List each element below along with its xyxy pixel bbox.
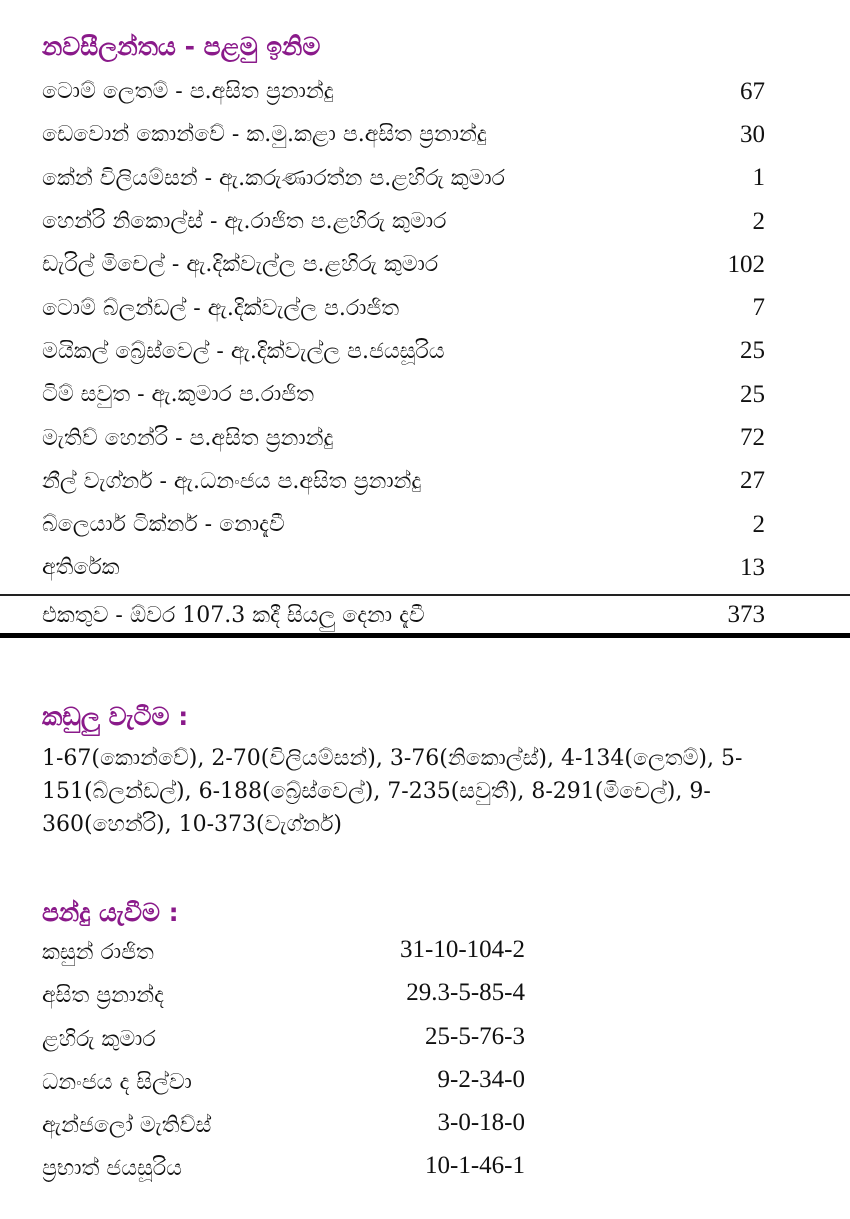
batsman-dismissal: මයිකල් බ්‍රේස්වෙල් - ඇ.දික්වැල්ල ප.ජයසූරිය — [42, 338, 445, 364]
extras-runs: 13 — [740, 553, 765, 581]
bowler-figures: 29.3-5-85-4 — [406, 979, 525, 1007]
batsman-dismissal: ඩැරිල් මිචෙල් - ඇ.දික්වැල්ල ප.ළහිරු කුමාර — [42, 252, 439, 278]
batsman-runs: 27 — [740, 467, 765, 495]
bowler-name: ධනංජය ද සිල්වා — [42, 1069, 192, 1095]
bowling-row — [42, 932, 542, 975]
batting-row — [42, 157, 765, 200]
extras-row — [42, 546, 765, 589]
bowler-name: ඇන්ජලෝ මැතිව්ස් — [42, 1113, 212, 1139]
bowling-row — [42, 975, 542, 1018]
batsman-runs: 102 — [727, 250, 765, 278]
batsman-dismissal: ටිම් සවුත - ඇ.කුමාර ප.රාජිත — [42, 382, 315, 408]
extras-label: අතිරේක — [42, 555, 120, 581]
batsman-runs: 25 — [740, 337, 765, 365]
bowler-figures: 9-2-34-0 — [437, 1065, 525, 1093]
bowling-row — [42, 1105, 542, 1148]
batsman-dismissal: ඩෙවොන් කොන්වේ - ක.මු.කළා ප.අසිත ප්‍රනාන්දු — [42, 122, 487, 148]
batsman-dismissal: බ්ලෙයාර් ටික්නර් - නොදැවී — [42, 512, 285, 538]
total-row — [42, 598, 765, 632]
total-label: එකතුව - ඕවර 107.3 කදී සියලු දෙනා දැවී — [42, 602, 425, 628]
batting-row — [42, 460, 765, 503]
bowler-figures: 3-0-18-0 — [437, 1109, 525, 1137]
bowling-table — [42, 932, 542, 1192]
batsman-runs: 2 — [752, 510, 765, 538]
batting-row — [42, 70, 765, 113]
batting-row — [42, 286, 765, 329]
batsman-runs: 7 — [752, 294, 765, 322]
fall-of-wickets-title: කඩුලු වැටීම : — [42, 702, 189, 731]
bowling-row — [42, 1019, 542, 1062]
batting-row — [42, 416, 765, 459]
bowling-row — [42, 1062, 542, 1105]
bowling-title: පන්දු යැවීම : — [42, 898, 179, 927]
batsman-dismissal: නීල් වැග්නර් - ඇ.ධනංජය ප.අසිත ප්‍රනාන්දු — [42, 468, 422, 494]
total-divider — [0, 594, 850, 596]
total-underline — [0, 633, 850, 638]
batsman-dismissal: මැතිව් හෙන්රි - ප.අසිත ප්‍රනාන්දු — [42, 425, 334, 451]
batsman-runs: 67 — [740, 77, 765, 105]
bowler-figures: 31-10-104-2 — [400, 936, 525, 963]
batsman-dismissal: කේන් විලියම්සන් - ඇ.කරුණාරත්න ප.ළහිරු කුමාර — [42, 165, 505, 191]
batting-row — [42, 113, 765, 156]
batsman-dismissal: හෙන්රි නිකොල්ස් - ඇ.රාජිත ප.ළහිරු කුමාර — [42, 209, 447, 235]
batsman-runs: 1 — [752, 164, 765, 192]
batting-title: නවසීලන්තය - පළමු ඉනිම — [42, 32, 321, 61]
batting-row — [42, 503, 765, 546]
bowler-name: ප්‍රභාත් ජයසූරිය — [42, 1156, 182, 1182]
batsman-runs: 25 — [740, 380, 765, 408]
bowler-name: අසිත ප්‍රනාන්ද — [42, 983, 164, 1009]
batting-row — [42, 330, 765, 373]
fall-of-wickets-text: 1-67(කොන්වේ), 2-70(විලියම්සන්), 3-76(නිකොල්ස්), 4-134(ලෙතම්), 5-151(බ්ලන්ඩල්), 6-188(බ්‍රේස්වෙල්), 7-235(සවුතී), 8-291(මිචෙල්), 9-360(හෙන්රි), 10-373(වැග්නර්) — [42, 746, 743, 837]
batting-table — [42, 70, 765, 590]
batsman-dismissal: ටොම් බ්ලන්ඩල් - ඇ.දික්වැල්ල ප.රාජිත — [42, 295, 400, 321]
bowler-figures: 25-5-76-3 — [425, 1022, 525, 1050]
total-runs: 373 — [727, 601, 765, 628]
batsman-runs: 30 — [740, 120, 765, 148]
batsman-runs: 72 — [740, 424, 765, 452]
batsman-dismissal: ටොම් ලෙතම් - ප.අසිත ප්‍රනාන්දු — [42, 79, 334, 105]
bowling-row — [42, 1148, 542, 1191]
bowler-name: ළහිරු කුමාර — [42, 1026, 156, 1052]
batting-row — [42, 200, 765, 243]
batting-row — [42, 373, 765, 416]
bowler-figures: 10-1-46-1 — [425, 1152, 525, 1180]
batting-row — [42, 243, 765, 286]
batsman-runs: 2 — [752, 207, 765, 235]
bowler-name: කසුන් රාජිත — [42, 940, 154, 965]
